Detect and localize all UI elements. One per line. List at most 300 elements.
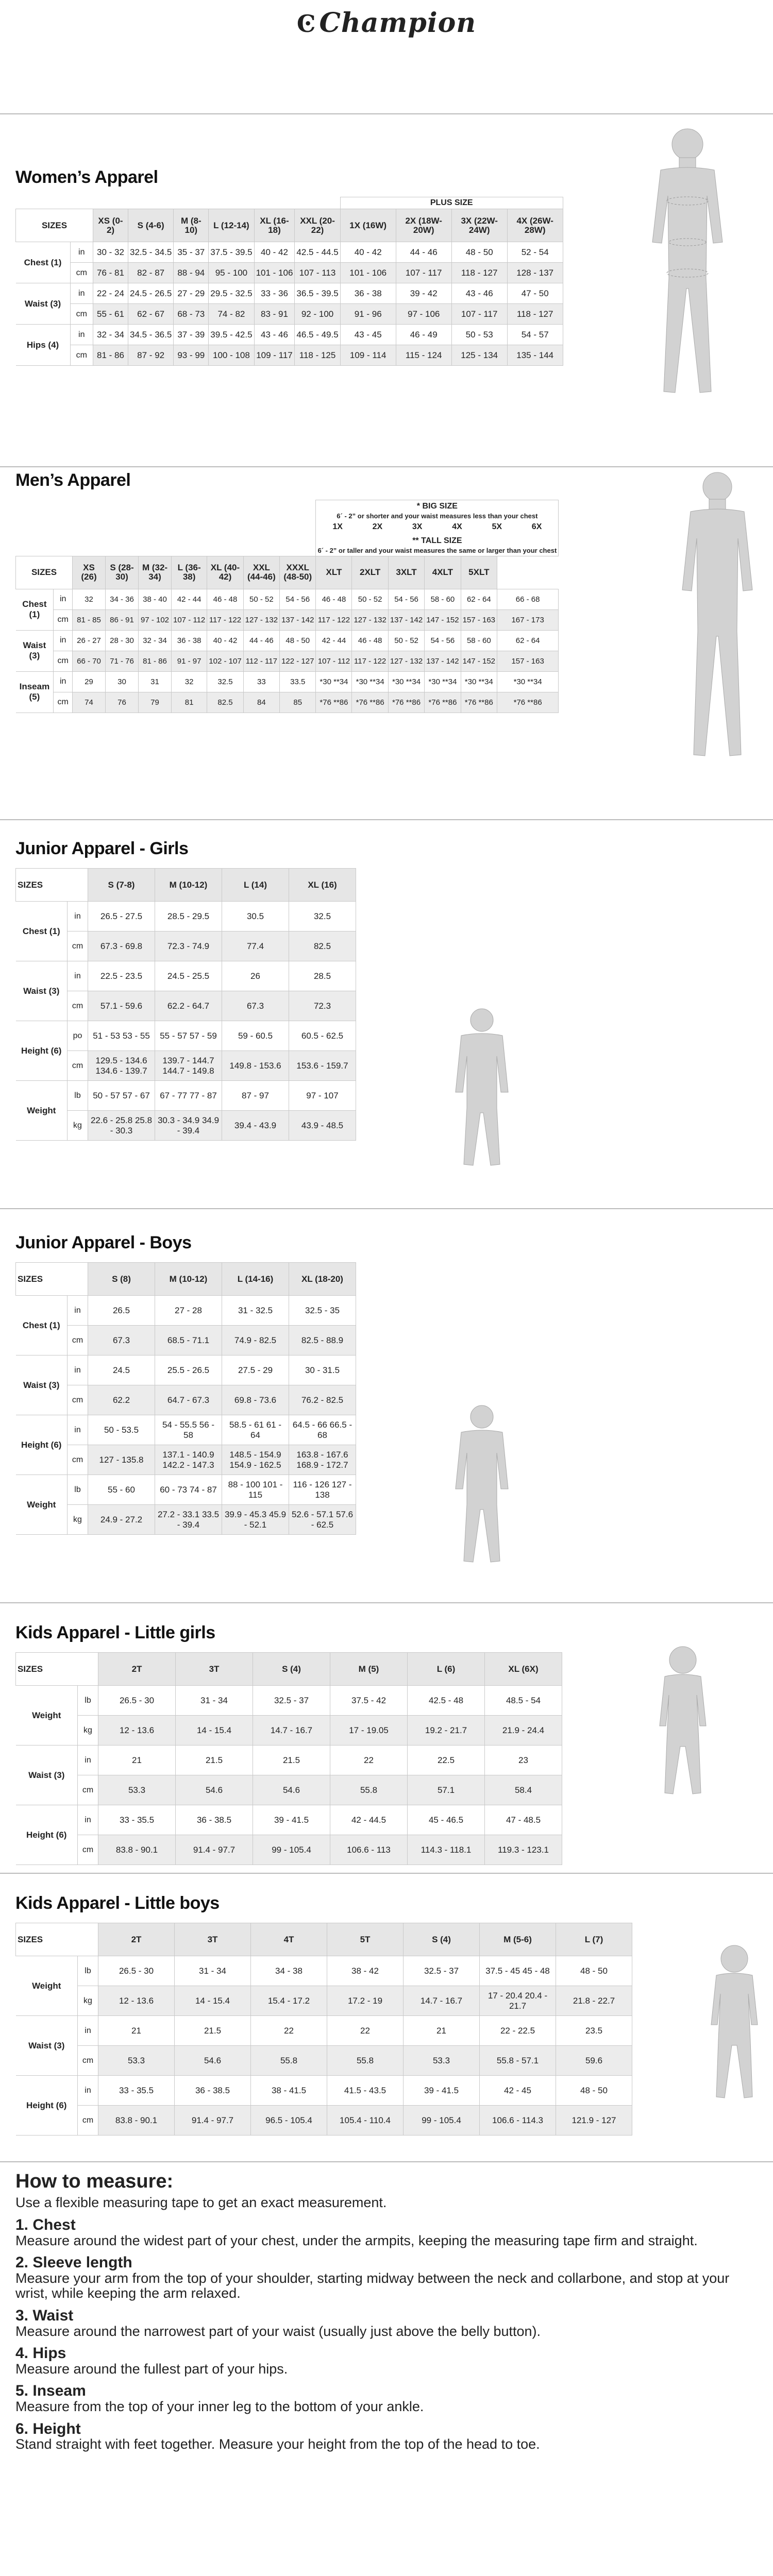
size-header: 4T (251, 1923, 327, 1956)
size-value: 47 - 48.5 (485, 1805, 562, 1835)
size-value: 31 - 32.5 (222, 1296, 289, 1326)
tall-size-note: 6´ - 2” or taller and your waist measures the same or larger than your chest (317, 546, 557, 554)
measure-name: Chest (1) (16, 1296, 68, 1355)
size-value: 153.6 - 159.7 (289, 1051, 356, 1081)
size-value: 68 - 73 (174, 304, 209, 325)
size-value: 106.6 - 114.3 (480, 2106, 556, 2136)
size-value: 37.5 - 42 (330, 1686, 408, 1716)
measure-name: Weight (16, 1081, 68, 1141)
step-text: Measure your arm from the top of your shoulder, starting midway between the neck and collarbone, and stop at your wrist, while keeping the arm relaxed. (15, 2270, 730, 2301)
unit-label: cm (54, 609, 73, 630)
size-value: 97 - 102 (139, 609, 172, 630)
section-women (15, 167, 563, 366)
sizes-label: SIZES (16, 556, 73, 589)
size-value: 46.5 - 49.5 (295, 325, 340, 345)
unit-label: in (78, 2016, 98, 2046)
size-value: 121.9 - 127 (556, 2106, 632, 2136)
size-value: 157 - 163 (461, 609, 497, 630)
measure-step (15, 2217, 758, 2248)
size-value: 33 (243, 671, 279, 692)
champion-c-icon: Ͼ (296, 10, 316, 38)
unit-label: po (68, 1021, 88, 1051)
size-value: 40 - 42 (254, 242, 295, 263)
big-size: 1X (332, 522, 343, 532)
size-header: XL (16-18) (254, 209, 295, 242)
step-text: Measure around the widest part of your chest, under the armpits, keeping the measuring tape firm and straight. (15, 2232, 698, 2248)
size-value: 87 - 92 (128, 345, 174, 366)
size-value: 99 - 105.4 (404, 2106, 480, 2136)
unit-label: in (70, 283, 93, 304)
size-value: 88 - 94 (174, 263, 209, 283)
size-value: 127 - 132 (352, 609, 388, 630)
size-value: 91 - 96 (340, 304, 396, 325)
size-value: 76 - 81 (93, 263, 128, 283)
size-value: 40 - 42 (207, 630, 243, 651)
size-value: 137 - 142 (388, 609, 424, 630)
measure-name: Weight (16, 1475, 68, 1535)
divider (0, 113, 773, 114)
size-header: M (8-10) (174, 209, 209, 242)
size-value: 32.5 - 34.5 (128, 242, 174, 263)
size-value: 27.5 - 29 (222, 1355, 289, 1385)
size-value: 21 (98, 1745, 176, 1775)
size-header: L (12-14) (209, 209, 254, 242)
section-title: Women’s Apparel (15, 167, 158, 187)
size-value: 39 - 41.5 (404, 2076, 480, 2106)
measure-name: Waist (3) (16, 961, 68, 1021)
size-value: 105.4 - 110.4 (327, 2106, 404, 2136)
size-value: 27 - 29 (174, 283, 209, 304)
size-value: 97 - 107 (289, 1081, 356, 1111)
size-value: 163.8 - 167.6 168.9 - 172.7 (289, 1445, 356, 1475)
size-header: S (4) (404, 1923, 480, 1956)
size-value: 67.3 (88, 1326, 155, 1355)
size-value: 107 - 113 (295, 263, 340, 283)
size-value: 40 - 42 (340, 242, 396, 263)
size-value: 42.5 - 48 (408, 1686, 485, 1716)
step-text: Stand straight with feet together. Measure your height from the top of the head to toe. (15, 2436, 540, 2452)
size-value: 42 - 45 (480, 2076, 556, 2106)
size-header: S (4-6) (128, 209, 174, 242)
size-value: 101 - 106 (340, 263, 396, 283)
sizes-label: SIZES (16, 1263, 88, 1296)
size-value: 59 - 60.5 (222, 1021, 289, 1051)
size-header: 4X (26W-28W) (507, 209, 563, 242)
size-value: 24.5 - 26.5 (128, 283, 174, 304)
size-value: *30 **34 (497, 671, 559, 692)
size-value: 84 (243, 692, 279, 713)
size-header: XXXL (48-50) (280, 556, 316, 589)
size-value: 23.5 (556, 2016, 632, 2046)
size-value: 118 - 127 (507, 304, 563, 325)
step-heading: 2. Sleeve length (15, 2254, 132, 2272)
size-value: 21.8 - 22.7 (556, 1986, 632, 2016)
size-header: 2T (98, 1923, 175, 1956)
size-value: 36.5 - 39.5 (295, 283, 340, 304)
measure-name: Height (6) (16, 1415, 68, 1475)
sizes-label: SIZES (16, 1653, 98, 1686)
size-value: 107 - 112 (316, 651, 352, 671)
size-value: 91.4 - 97.7 (176, 1835, 253, 1865)
size-value: 53.3 (404, 2046, 480, 2076)
size-value: *30 **34 (425, 671, 461, 692)
section-title: Men’s Apparel (15, 470, 131, 490)
size-header: 5T (327, 1923, 404, 1956)
size-header: 2X (18W-20W) (396, 209, 451, 242)
size-value: 36 - 38 (340, 283, 396, 304)
size-value: 30 - 31.5 (289, 1355, 356, 1385)
size-value: 38 - 42 (327, 1956, 404, 1986)
size-value: 66 - 70 (73, 651, 106, 671)
size-value: 52.6 - 57.1 57.6 - 62.5 (289, 1505, 356, 1535)
measure-name: Height (6) (16, 2076, 78, 2136)
size-value: 91.4 - 97.7 (175, 2106, 251, 2136)
size-value: 60.5 - 62.5 (289, 1021, 356, 1051)
size-value: 50 - 53 (451, 325, 507, 345)
size-value: 36 - 38 (172, 630, 207, 651)
divider (0, 1208, 773, 1209)
size-value: 17.2 - 19 (327, 1986, 404, 2016)
size-value: 43 - 46 (451, 283, 507, 304)
big-size-label: * BIG SIZE (416, 502, 458, 511)
little-girl-figure (649, 1643, 716, 1798)
unit-label: kg (78, 1986, 98, 2016)
sizes-label: SIZES (16, 869, 88, 902)
size-value: 128 - 137 (507, 263, 563, 283)
size-value: 42 - 44 (316, 630, 352, 651)
size-value: 117 - 122 (316, 609, 352, 630)
divider (0, 1602, 773, 1603)
size-header: S (28-30) (106, 556, 139, 589)
size-value: 58 - 60 (425, 589, 461, 609)
size-value: 107 - 117 (396, 263, 451, 283)
size-header: S (4) (253, 1653, 330, 1686)
size-value: 167 - 173 (497, 609, 559, 630)
size-value: 17 - 19.05 (330, 1716, 408, 1745)
size-value: 71 - 76 (106, 651, 139, 671)
unit-label: kg (68, 1505, 88, 1535)
size-value: 46 - 48 (352, 630, 388, 651)
unit-label: cm (68, 1385, 88, 1415)
measure-name: Waist (3) (16, 630, 54, 671)
size-table-kids-boys (15, 1923, 632, 2136)
size-table-men (15, 500, 559, 713)
size-value: 83.8 - 90.1 (98, 1835, 176, 1865)
size-value: 15.4 - 17.2 (251, 1986, 327, 2016)
boy-figure (443, 1401, 520, 1571)
size-value: 17 - 20.4 20.4 - 21.7 (480, 1986, 556, 2016)
unit-label: cm (54, 651, 73, 671)
measure-name: Chest (1) (16, 902, 68, 961)
size-value: 114.3 - 118.1 (408, 1835, 485, 1865)
size-value: 21 (404, 2016, 480, 2046)
size-value: 26.5 - 30 (98, 1686, 176, 1716)
size-value: 14.7 - 16.7 (404, 1986, 480, 2016)
size-value: 148.5 - 154.9 154.9 - 162.5 (222, 1445, 289, 1475)
unit-label: lb (68, 1081, 88, 1111)
size-value: 41.5 - 43.5 (327, 2076, 404, 2106)
size-value: 31 - 34 (176, 1686, 253, 1716)
unit-label: cm (68, 1326, 88, 1355)
size-value: 77.4 (222, 931, 289, 961)
size-value: 36 - 38.5 (175, 2076, 251, 2106)
size-value: 149.8 - 153.6 (222, 1051, 289, 1081)
size-value: 57.1 - 59.6 (88, 991, 155, 1021)
size-value: 38 - 41.5 (251, 2076, 327, 2106)
size-value: 106.6 - 113 (330, 1835, 408, 1865)
size-header: L (14) (222, 869, 289, 902)
size-value: 109 - 114 (340, 345, 396, 366)
step-heading: 4. Hips (15, 2345, 66, 2362)
size-value: 28.5 - 29.5 (155, 902, 222, 931)
size-value: 62 - 64 (461, 589, 497, 609)
unit-label: cm (70, 345, 93, 366)
big-size-box (316, 500, 559, 556)
size-value: 12 - 13.6 (98, 1986, 175, 2016)
size-value: 122 - 127 (280, 651, 316, 671)
step-heading: 6. Height (15, 2420, 81, 2437)
size-value: 115 - 124 (396, 345, 451, 366)
size-header: S (8) (88, 1263, 155, 1296)
size-header: 2T (98, 1653, 176, 1686)
unit-label: kg (78, 1716, 98, 1745)
size-value: 74 (73, 692, 106, 713)
size-value: 55 - 57 57 - 59 (155, 1021, 222, 1051)
size-value: 32 - 34 (139, 630, 172, 651)
size-value: 37.5 - 39.5 (209, 242, 254, 263)
unit-label: in (68, 902, 88, 931)
unit-label: cm (54, 692, 73, 713)
size-value: 116 - 126 127 - 138 (289, 1475, 356, 1505)
size-value: 54.6 (176, 1775, 253, 1805)
section-kids-boys (15, 1893, 632, 2136)
section-title: Junior Apparel - Boys (15, 1233, 192, 1252)
size-header: L (7) (556, 1923, 632, 1956)
size-value: 29 (73, 671, 106, 692)
size-header: XXL (20-22) (295, 209, 340, 242)
size-value: 19.2 - 21.7 (408, 1716, 485, 1745)
size-header: XLT (316, 556, 352, 589)
size-value: 48 - 50 (451, 242, 507, 263)
size-value: 54.6 (175, 2046, 251, 2076)
size-value: 48.5 - 54 (485, 1686, 562, 1716)
size-header: M (10-12) (155, 869, 222, 902)
measure-name: Waist (3) (16, 283, 71, 325)
size-value: 55.8 (330, 1775, 408, 1805)
size-header: M (5) (330, 1653, 408, 1686)
size-value: 54 - 57 (507, 325, 563, 345)
size-value: 54 - 56 (388, 589, 424, 609)
measure-step (15, 2255, 758, 2301)
size-value: 118 - 125 (295, 345, 340, 366)
size-value: 76.2 - 82.5 (289, 1385, 356, 1415)
size-value: 26.5 (88, 1296, 155, 1326)
big-size: 5X (492, 522, 502, 532)
size-value: 24.5 - 25.5 (155, 961, 222, 991)
unit-label: cm (78, 2046, 98, 2076)
unit-label: in (54, 671, 73, 692)
size-table-women (15, 197, 563, 366)
size-value: 118 - 127 (451, 263, 507, 283)
step-heading: 5. Inseam (15, 2382, 86, 2400)
unit-label: in (78, 1805, 98, 1835)
unit-label: kg (68, 1111, 88, 1141)
size-value: 32 (73, 589, 106, 609)
size-value: 46 - 49 (396, 325, 451, 345)
size-value: 85 (280, 692, 316, 713)
unit-label: cm (68, 1445, 88, 1475)
little-boy-figure (701, 1942, 768, 2102)
unit-label: cm (78, 2106, 98, 2136)
size-value: 37 - 39 (174, 325, 209, 345)
size-value: 42 - 44.5 (330, 1805, 408, 1835)
size-header: XS (0-2) (93, 209, 128, 242)
big-size: 2X (372, 522, 383, 532)
size-value: *76 **86 (316, 692, 352, 713)
measure-step (15, 2421, 758, 2452)
sizes-label: SIZES (16, 1923, 98, 1956)
size-value: 50 - 52 (352, 589, 388, 609)
size-value: 82.5 (207, 692, 243, 713)
size-value: 33 - 35.5 (98, 1805, 176, 1835)
big-size-note: 6´ - 2” or shorter and your waist measures less than your chest (337, 512, 538, 520)
section-kids-girls (15, 1623, 562, 1865)
size-value: 62 - 64 (497, 630, 559, 651)
size-value: 24.5 (88, 1355, 155, 1385)
size-header: S (7-8) (88, 869, 155, 902)
size-value: 82.5 - 88.9 (289, 1326, 356, 1355)
section-title: Kids Apparel - Little boys (15, 1893, 220, 1913)
size-value: 30.3 - 34.9 34.9 - 39.4 (155, 1111, 222, 1141)
unit-label: in (78, 1745, 98, 1775)
size-value: 107 - 112 (172, 609, 207, 630)
size-value: 137 - 142 (280, 609, 316, 630)
size-value: 64.7 - 67.3 (155, 1385, 222, 1415)
size-header: XL (40-42) (207, 556, 243, 589)
size-value: 64.5 - 66 66.5 - 68 (289, 1415, 356, 1445)
measure-step (15, 2383, 758, 2414)
size-value: 139.7 - 144.7 144.7 - 149.8 (155, 1051, 222, 1081)
divider (0, 2161, 773, 2162)
size-value: *76 **86 (425, 692, 461, 713)
size-value: 101 - 106 (254, 263, 295, 283)
unit-label: in (68, 1415, 88, 1445)
size-value: 76 (106, 692, 139, 713)
champion-logo: Ͼ Champion (296, 7, 477, 39)
size-header: XL (16) (289, 869, 356, 902)
size-header: M (10-12) (155, 1263, 222, 1296)
size-table-kids-girls (15, 1652, 562, 1865)
big-size: 6X (531, 522, 542, 532)
size-value: 27.2 - 33.1 33.5 - 39.4 (155, 1505, 222, 1535)
size-value: 55 - 61 (93, 304, 128, 325)
size-value: 22 - 22.5 (480, 2016, 556, 2046)
size-value: 95 - 100 (209, 263, 254, 283)
size-value: 55.8 (251, 2046, 327, 2076)
size-value: 32 - 34 (93, 325, 128, 345)
size-value: 39.5 - 42.5 (209, 325, 254, 345)
size-value: *76 **86 (388, 692, 424, 713)
size-header: 5XLT (461, 556, 497, 589)
size-value: 50 - 52 (388, 630, 424, 651)
size-value: 22.5 (408, 1745, 485, 1775)
size-value: *76 **86 (461, 692, 497, 713)
size-value: 46 - 48 (207, 589, 243, 609)
size-value: 32 (172, 671, 207, 692)
big-size: 4X (452, 522, 462, 532)
big-sizes-row (317, 522, 557, 533)
size-value: 27 - 28 (155, 1296, 222, 1326)
size-value: 39.4 - 43.9 (222, 1111, 289, 1141)
size-value: 24.9 - 27.2 (88, 1505, 155, 1535)
size-value: 50 - 52 (243, 589, 279, 609)
size-value: 30.5 (222, 902, 289, 931)
size-value: 81 (172, 692, 207, 713)
unit-label: in (54, 589, 73, 609)
unit-label: lb (78, 1956, 98, 1986)
unit-label: in (68, 961, 88, 991)
size-value: 62.2 - 64.7 (155, 991, 222, 1021)
size-value: 23 (485, 1745, 562, 1775)
size-value: 81 - 86 (139, 651, 172, 671)
size-value: 31 (139, 671, 172, 692)
size-value: 86 - 91 (106, 609, 139, 630)
size-header: M (5-6) (480, 1923, 556, 1956)
size-value: 26 (222, 961, 289, 991)
size-value: 58.5 - 61 61 - 64 (222, 1415, 289, 1445)
big-size: 3X (412, 522, 423, 532)
measure-name: Waist (3) (16, 1355, 68, 1415)
plus-size-label: PLUS SIZE (340, 197, 563, 209)
unit-label: lb (78, 1686, 98, 1716)
size-value: 35 - 37 (174, 242, 209, 263)
size-value: 88 - 100 101 - 115 (222, 1475, 289, 1505)
size-value: *76 **86 (497, 692, 559, 713)
size-value: 60 - 73 74 - 87 (155, 1475, 222, 1505)
size-value: 21 (98, 2016, 175, 2046)
unit-label: in (68, 1355, 88, 1385)
size-value: 48 - 50 (556, 1956, 632, 1986)
unit-label: in (78, 2076, 98, 2106)
size-header: 2XLT (352, 556, 388, 589)
size-value: 31 - 34 (175, 1956, 251, 1986)
divider (0, 819, 773, 820)
size-value: 32.5 (289, 902, 356, 931)
measure-name: Chest (1) (16, 242, 71, 283)
section-men (15, 470, 559, 713)
size-value: 30 - 32 (93, 242, 128, 263)
size-value: 119.3 - 123.1 (485, 1835, 562, 1865)
section-junior-girls (15, 839, 356, 1141)
size-value: 26.5 - 30 (98, 1956, 175, 1986)
size-value: 44 - 46 (396, 242, 451, 263)
size-header: 4XLT (425, 556, 461, 589)
size-value: *30 **34 (461, 671, 497, 692)
size-value: 91 - 97 (172, 651, 207, 671)
size-value: 81 - 85 (73, 609, 106, 630)
size-value: 82 - 87 (128, 263, 174, 283)
measure-name: Hips (4) (16, 325, 71, 366)
unit-label: cm (70, 304, 93, 325)
size-value: 147 - 152 (461, 651, 497, 671)
step-text: Measure around the fullest part of your hips. (15, 2361, 288, 2377)
size-header: L (14-16) (222, 1263, 289, 1296)
size-value: 26 - 27 (73, 630, 106, 651)
size-value: 42.5 - 44.5 (295, 242, 340, 263)
size-value: 62.2 (88, 1385, 155, 1415)
unit-label: cm (78, 1775, 98, 1805)
size-value: 93 - 99 (174, 345, 209, 366)
